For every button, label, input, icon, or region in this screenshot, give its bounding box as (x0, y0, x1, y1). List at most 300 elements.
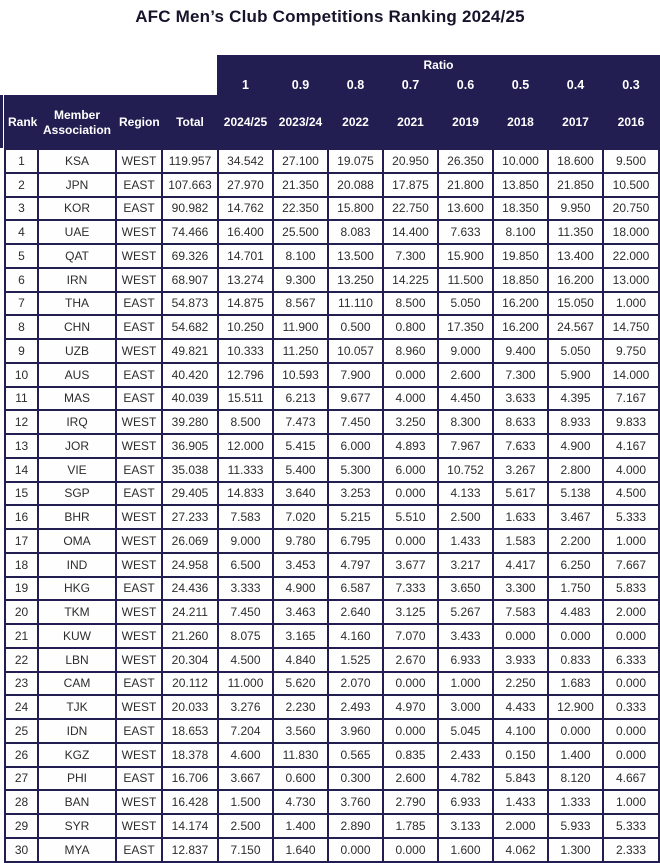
ratio-value-cell: 0.4 (548, 73, 603, 96)
rank-cell: 13 (5, 434, 38, 458)
year-value-cell: 7.333 (383, 577, 438, 601)
year-value-cell: 7.667 (603, 553, 659, 577)
table-head (5, 56, 659, 149)
year-value-cell: 1.000 (603, 529, 659, 553)
region-cell: WEST (116, 695, 162, 719)
total-cell: 39.280 (162, 410, 218, 434)
region-cell: EAST (116, 672, 162, 696)
rank-cell: 9 (5, 339, 38, 363)
year-value-cell: 3.677 (383, 553, 438, 577)
year-value-cell: 6.213 (273, 387, 328, 411)
year-value-cell: 16.400 (218, 220, 273, 244)
ratio-values-row (5, 73, 659, 96)
year-value-cell: 4.000 (383, 387, 438, 411)
total-cell: 40.039 (162, 387, 218, 411)
association-cell: KSA (38, 149, 116, 173)
year-value-cell: 5.215 (328, 505, 383, 529)
year-value-cell: 7.020 (273, 505, 328, 529)
total-cell: 49.821 (162, 339, 218, 363)
year-value-cell: 5.045 (438, 719, 493, 743)
year-value-cell: 2.890 (328, 814, 383, 838)
year-value-cell: 0.000 (603, 719, 659, 743)
year-value-cell: 5.267 (438, 600, 493, 624)
rank-cell: 7 (5, 292, 38, 316)
table-row (5, 434, 659, 458)
rank-cell: 24 (5, 695, 38, 719)
spacer-cell (5, 73, 218, 96)
year-value-cell: 2.333 (603, 838, 659, 862)
year-value-cell: 3.300 (493, 577, 548, 601)
table-row (5, 220, 659, 244)
year-value-cell: 5.617 (493, 482, 548, 506)
region-cell: WEST (116, 410, 162, 434)
year-value-cell: 19.075 (328, 149, 383, 173)
table-row (5, 173, 659, 197)
year-value-cell: 1.300 (548, 838, 603, 862)
year-value-cell: 6.933 (438, 648, 493, 672)
year-value-cell: 2.000 (603, 600, 659, 624)
year-value-cell: 3.133 (438, 814, 493, 838)
year-value-cell: 3.165 (273, 624, 328, 648)
region-cell: EAST (116, 482, 162, 506)
year-value-cell: 4.160 (328, 624, 383, 648)
year-value-cell: 12.000 (218, 434, 273, 458)
association-cell: KOR (38, 197, 116, 221)
rank-cell: 22 (5, 648, 38, 672)
column-header-cell: 2024/25 (218, 96, 273, 149)
year-value-cell: 22.000 (603, 244, 659, 268)
region-cell: WEST (116, 600, 162, 624)
year-value-cell: 0.000 (603, 672, 659, 696)
year-value-cell: 0.000 (383, 363, 438, 387)
association-cell: CAM (38, 672, 116, 696)
year-value-cell: 6.333 (603, 648, 659, 672)
region-cell: WEST (116, 268, 162, 292)
year-value-cell: 13.400 (548, 244, 603, 268)
ratio-value-cell: 1 (218, 73, 273, 96)
rank-cell: 4 (5, 220, 38, 244)
year-value-cell: 3.650 (438, 577, 493, 601)
year-value-cell: 16.200 (493, 292, 548, 316)
year-value-cell: 16.200 (493, 315, 548, 339)
year-value-cell: 6.500 (218, 553, 273, 577)
year-value-cell: 1.000 (603, 292, 659, 316)
rank-cell: 18 (5, 553, 38, 577)
year-value-cell: 0.150 (493, 743, 548, 767)
table-row (5, 838, 659, 862)
year-value-cell: 25.500 (273, 220, 328, 244)
year-value-cell: 2.070 (328, 672, 383, 696)
table-row (5, 197, 659, 221)
association-cell: IRQ (38, 410, 116, 434)
year-value-cell: 7.070 (383, 624, 438, 648)
year-value-cell: 3.667 (218, 767, 273, 791)
ranking-table (4, 55, 660, 863)
year-value-cell: 7.300 (493, 363, 548, 387)
year-value-cell: 0.500 (328, 315, 383, 339)
region-cell: WEST (116, 220, 162, 244)
year-value-cell: 3.267 (493, 458, 548, 482)
year-value-cell: 8.083 (328, 220, 383, 244)
region-cell: WEST (116, 553, 162, 577)
year-value-cell: 1.400 (273, 814, 328, 838)
year-value-cell: 1.000 (438, 672, 493, 696)
association-cell: PHI (38, 767, 116, 791)
year-value-cell: 14.701 (218, 244, 273, 268)
association-cell: SGP (38, 482, 116, 506)
year-value-cell: 5.933 (548, 814, 603, 838)
total-cell: 119.957 (162, 149, 218, 173)
year-value-cell: 2.493 (328, 695, 383, 719)
year-value-cell: 21.800 (438, 173, 493, 197)
association-cell: IDN (38, 719, 116, 743)
year-value-cell: 21.850 (548, 173, 603, 197)
column-header-cell: 2022 (328, 96, 383, 149)
year-value-cell: 0.333 (603, 695, 659, 719)
year-value-cell: 11.250 (273, 339, 328, 363)
association-cell: VIE (38, 458, 116, 482)
table-row (5, 814, 659, 838)
ratio-label-cell: Ratio (218, 56, 659, 73)
association-cell: TJK (38, 695, 116, 719)
year-value-cell: 4.167 (603, 434, 659, 458)
year-value-cell: 8.100 (493, 220, 548, 244)
year-value-cell: 5.415 (273, 434, 328, 458)
year-value-cell: 9.400 (493, 339, 548, 363)
total-cell: 29.405 (162, 482, 218, 506)
year-value-cell: 4.500 (218, 648, 273, 672)
year-value-cell: 3.467 (548, 505, 603, 529)
table-row (5, 790, 659, 814)
year-value-cell: 5.050 (438, 292, 493, 316)
year-value-cell: 4.500 (603, 482, 659, 506)
year-value-cell: 1.433 (493, 790, 548, 814)
rank-cell: 2 (5, 173, 38, 197)
year-value-cell: 13.600 (438, 197, 493, 221)
year-value-cell: 14.875 (218, 292, 273, 316)
year-value-cell: 8.633 (493, 410, 548, 434)
rank-cell: 21 (5, 624, 38, 648)
rank-cell: 6 (5, 268, 38, 292)
year-value-cell: 16.200 (548, 268, 603, 292)
year-value-cell: 2.670 (383, 648, 438, 672)
year-value-cell: 6.250 (548, 553, 603, 577)
region-cell: WEST (116, 244, 162, 268)
year-value-cell: 2.790 (383, 790, 438, 814)
year-value-cell: 5.833 (603, 577, 659, 601)
spacer-cell (5, 56, 218, 73)
table-row (5, 339, 659, 363)
rank-cell: 17 (5, 529, 38, 553)
year-value-cell: 2.800 (548, 458, 603, 482)
rank-cell: 23 (5, 672, 38, 696)
year-value-cell: 2.250 (493, 672, 548, 696)
association-cell: MAS (38, 387, 116, 411)
year-value-cell: 10.333 (218, 339, 273, 363)
association-cell: LBN (38, 648, 116, 672)
total-cell: 16.706 (162, 767, 218, 791)
year-value-cell: 3.000 (438, 695, 493, 719)
year-value-cell: 8.500 (383, 292, 438, 316)
year-value-cell: 24.567 (548, 315, 603, 339)
year-value-cell: 1.600 (438, 838, 493, 862)
year-value-cell: 7.583 (218, 505, 273, 529)
year-value-cell: 11.830 (273, 743, 328, 767)
year-value-cell: 3.253 (328, 482, 383, 506)
year-value-cell: 9.000 (438, 339, 493, 363)
year-value-cell: 0.000 (603, 743, 659, 767)
year-value-cell: 18.850 (493, 268, 548, 292)
year-value-cell: 2.230 (273, 695, 328, 719)
year-value-cell: 0.000 (548, 719, 603, 743)
table-row (5, 149, 659, 173)
region-cell: EAST (116, 838, 162, 862)
association-cell: UAE (38, 220, 116, 244)
table-row (5, 553, 659, 577)
year-value-cell: 9.000 (218, 529, 273, 553)
region-cell: EAST (116, 292, 162, 316)
year-value-cell: 14.762 (218, 197, 273, 221)
year-value-cell: 15.511 (218, 387, 273, 411)
association-cell: MYA (38, 838, 116, 862)
year-value-cell: 7.167 (603, 387, 659, 411)
year-value-cell: 0.000 (328, 838, 383, 862)
total-cell: 54.682 (162, 315, 218, 339)
year-value-cell: 14.000 (603, 363, 659, 387)
year-value-cell: 4.970 (383, 695, 438, 719)
year-value-cell: 0.000 (383, 482, 438, 506)
year-value-cell: 20.750 (603, 197, 659, 221)
year-value-cell: 14.225 (383, 268, 438, 292)
year-value-cell: 10.000 (493, 149, 548, 173)
total-cell: 35.038 (162, 458, 218, 482)
year-value-cell: 4.730 (273, 790, 328, 814)
total-cell: 36.905 (162, 434, 218, 458)
year-value-cell: 4.417 (493, 553, 548, 577)
column-header-cell: 2021 (383, 96, 438, 149)
region-cell: WEST (116, 790, 162, 814)
region-cell: EAST (116, 577, 162, 601)
year-value-cell: 1.500 (218, 790, 273, 814)
table-row (5, 482, 659, 506)
total-cell: 26.069 (162, 529, 218, 553)
region-cell: EAST (116, 315, 162, 339)
year-value-cell: 14.833 (218, 482, 273, 506)
year-value-cell: 7.967 (438, 434, 493, 458)
region-cell: EAST (116, 458, 162, 482)
year-value-cell: 8.500 (218, 410, 273, 434)
rank-cell: 10 (5, 363, 38, 387)
total-cell: 27.233 (162, 505, 218, 529)
year-value-cell: 6.587 (328, 577, 383, 601)
year-value-cell: 5.050 (548, 339, 603, 363)
year-value-cell: 3.333 (218, 577, 273, 601)
year-value-cell: 0.835 (383, 743, 438, 767)
rank-cell: 8 (5, 315, 38, 339)
year-value-cell: 22.350 (273, 197, 328, 221)
year-value-cell: 4.395 (548, 387, 603, 411)
year-value-cell: 3.125 (383, 600, 438, 624)
year-value-cell: 20.088 (328, 173, 383, 197)
region-cell: EAST (116, 767, 162, 791)
year-value-cell: 3.433 (438, 624, 493, 648)
year-value-cell: 17.350 (438, 315, 493, 339)
column-header-cell: 2018 (493, 96, 548, 149)
ratio-value-cell: 0.3 (603, 73, 659, 96)
year-value-cell: 9.833 (603, 410, 659, 434)
year-value-cell: 2.433 (438, 743, 493, 767)
year-value-cell: 27.970 (218, 173, 273, 197)
year-value-cell: 0.000 (383, 529, 438, 553)
year-value-cell: 1.525 (328, 648, 383, 672)
rank-cell: 15 (5, 482, 38, 506)
table-row (5, 624, 659, 648)
total-cell: 18.653 (162, 719, 218, 743)
year-value-cell: 1.683 (548, 672, 603, 696)
total-cell: 90.982 (162, 197, 218, 221)
association-cell: JOR (38, 434, 116, 458)
table-row (5, 315, 659, 339)
region-cell: WEST (116, 648, 162, 672)
year-value-cell: 5.333 (603, 814, 659, 838)
year-value-cell: 4.450 (438, 387, 493, 411)
association-cell: BHR (38, 505, 116, 529)
rank-cell: 26 (5, 743, 38, 767)
year-value-cell: 3.640 (273, 482, 328, 506)
year-value-cell: 4.667 (603, 767, 659, 791)
year-value-cell: 8.933 (548, 410, 603, 434)
year-value-cell: 2.600 (438, 363, 493, 387)
table-row (5, 719, 659, 743)
year-value-cell: 10.250 (218, 315, 273, 339)
total-cell: 20.304 (162, 648, 218, 672)
year-value-cell: 11.333 (218, 458, 273, 482)
year-value-cell: 11.350 (548, 220, 603, 244)
year-value-cell: 7.450 (218, 600, 273, 624)
rank-cell: 19 (5, 577, 38, 601)
year-value-cell: 3.276 (218, 695, 273, 719)
year-value-cell: 13.000 (603, 268, 659, 292)
rank-cell: 12 (5, 410, 38, 434)
year-value-cell: 8.300 (438, 410, 493, 434)
year-value-cell: 4.100 (493, 719, 548, 743)
year-value-cell: 27.100 (273, 149, 328, 173)
column-header-cell: Region (116, 96, 162, 149)
total-cell: 20.033 (162, 695, 218, 719)
year-value-cell: 17.875 (383, 173, 438, 197)
region-cell: WEST (116, 434, 162, 458)
year-value-cell: 7.473 (273, 410, 328, 434)
year-value-cell: 4.893 (383, 434, 438, 458)
year-value-cell: 1.433 (438, 529, 493, 553)
year-value-cell: 0.300 (328, 767, 383, 791)
year-value-cell: 9.500 (603, 149, 659, 173)
table-row (5, 672, 659, 696)
year-value-cell: 8.100 (273, 244, 328, 268)
year-value-cell: 2.000 (493, 814, 548, 838)
year-value-cell: 15.800 (328, 197, 383, 221)
total-cell: 24.211 (162, 600, 218, 624)
year-value-cell: 15.900 (438, 244, 493, 268)
association-cell: KGZ (38, 743, 116, 767)
year-value-cell: 10.593 (273, 363, 328, 387)
year-value-cell: 7.204 (218, 719, 273, 743)
total-cell: 24.958 (162, 553, 218, 577)
association-cell: THA (38, 292, 116, 316)
year-value-cell: 12.900 (548, 695, 603, 719)
year-value-cell: 18.350 (493, 197, 548, 221)
year-value-cell: 7.300 (383, 244, 438, 268)
ratio-value-cell: 0.9 (273, 73, 328, 96)
table-row (5, 458, 659, 482)
ratio-value-cell: 0.8 (328, 73, 383, 96)
region-cell: WEST (116, 149, 162, 173)
year-value-cell: 3.960 (328, 719, 383, 743)
year-value-cell: 7.450 (328, 410, 383, 434)
year-value-cell: 5.333 (603, 505, 659, 529)
region-cell: WEST (116, 529, 162, 553)
region-cell: EAST (116, 173, 162, 197)
year-value-cell: 0.000 (383, 672, 438, 696)
year-value-cell: 11.000 (218, 672, 273, 696)
year-value-cell: 1.633 (493, 505, 548, 529)
rank-cell: 14 (5, 458, 38, 482)
table-row (5, 648, 659, 672)
total-cell: 69.326 (162, 244, 218, 268)
year-value-cell: 9.300 (273, 268, 328, 292)
year-value-cell: 4.900 (548, 434, 603, 458)
year-value-cell: 20.950 (383, 149, 438, 173)
column-header-cell: 2016 (603, 96, 659, 149)
table-row (5, 268, 659, 292)
year-value-cell: 13.850 (493, 173, 548, 197)
region-cell: EAST (116, 197, 162, 221)
column-header-cell: Rank (5, 96, 38, 149)
year-value-cell: 3.633 (493, 387, 548, 411)
year-value-cell: 0.000 (548, 624, 603, 648)
year-value-cell: 3.453 (273, 553, 328, 577)
year-value-cell: 3.760 (328, 790, 383, 814)
total-cell: 20.112 (162, 672, 218, 696)
table-row (5, 505, 659, 529)
total-cell: 18.378 (162, 743, 218, 767)
table-row (5, 767, 659, 791)
association-cell: HKG (38, 577, 116, 601)
association-cell: OMA (38, 529, 116, 553)
cropped-left-artifact (0, 95, 3, 148)
rank-cell: 28 (5, 790, 38, 814)
year-value-cell: 3.217 (438, 553, 493, 577)
year-value-cell: 7.633 (438, 220, 493, 244)
year-value-cell: 1.750 (548, 577, 603, 601)
rank-cell: 11 (5, 387, 38, 411)
year-value-cell: 1.583 (493, 529, 548, 553)
page-title: AFC Men’s Club Competitions Ranking 2024/25 (135, 7, 525, 26)
year-value-cell: 4.062 (493, 838, 548, 862)
column-header-row (5, 96, 659, 149)
year-value-cell: 4.900 (273, 577, 328, 601)
association-cell: UZB (38, 339, 116, 363)
total-cell: 14.174 (162, 814, 218, 838)
rank-cell: 16 (5, 505, 38, 529)
total-cell: 21.260 (162, 624, 218, 648)
region-cell: WEST (116, 339, 162, 363)
table-row (5, 410, 659, 434)
year-value-cell: 1.333 (548, 790, 603, 814)
region-cell: EAST (116, 363, 162, 387)
region-cell: WEST (116, 505, 162, 529)
year-value-cell: 11.900 (273, 315, 328, 339)
